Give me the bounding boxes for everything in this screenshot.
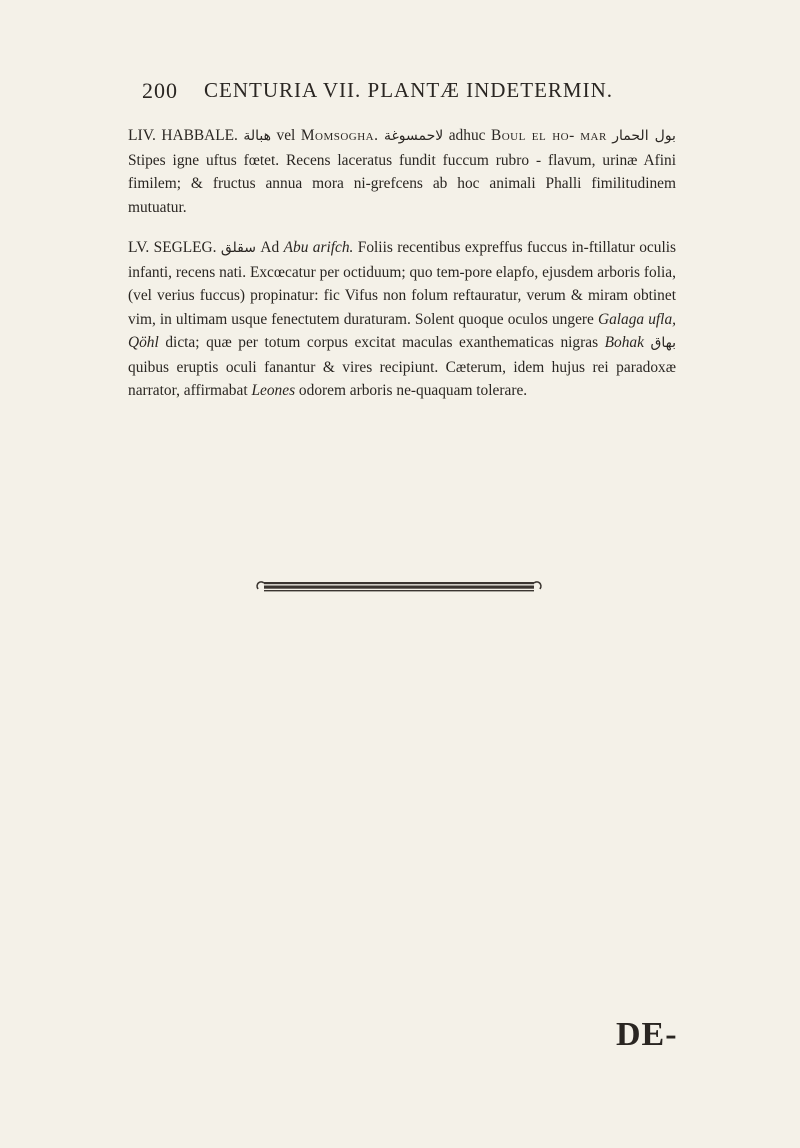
page-number: 200 <box>142 78 178 103</box>
alternate-name: Momsogha. <box>300 127 379 144</box>
entry-liv <box>128 124 676 219</box>
catchword: DE- <box>616 1016 678 1053</box>
arabic-alternate-name: لاحمسوغة <box>383 128 444 144</box>
text-fragment: Ad <box>260 239 280 256</box>
italic-term: Leones <box>251 382 296 399</box>
entry-body: odorem arboris ne-quaquam tolerare. <box>298 382 528 399</box>
entry-body: quibus eruptis oculi fanantur & vires recipiunt. Cæterum, idem hujus rei paradoxæ narrator, affirmabat <box>128 358 676 399</box>
italic-term: Qöhl <box>128 334 159 351</box>
arabic-term: بهاق <box>650 335 676 351</box>
plant-name: SEGLEG. <box>153 239 217 256</box>
arabic-name: سقلق <box>220 240 256 256</box>
entry-number: LIV. <box>128 127 156 144</box>
arabic-name: هبالة <box>243 128 272 144</box>
text-fragment: adhuc <box>448 127 486 144</box>
entry-lv <box>128 236 676 403</box>
ornamental-rule <box>254 579 544 593</box>
entry-body: Stipes igne uftus fœtet. Recens laceratus fundit fuccum rubro - flavum, urinæ Afini fimilem; & fructus annua mora ni-grefcens ab hoc animali Phalli fimilitudinem mutuatur. <box>128 151 676 216</box>
alternate-name-2: Boul el ho- <box>490 127 575 144</box>
text-fragment: vel <box>276 127 296 144</box>
entry-number: LV. <box>128 239 150 256</box>
running-title: CENTURIA VII. PLANTÆ INDETERMIN. <box>204 78 614 102</box>
entry-body: Foliis recentibus expreffus fuccus in-ftillatur oculis infanti, recens nati. Excœcatur per octiduum; quo tem-pore elapfo, ejusdem arboris folia, (vel verius fuccus) propinatur: fic Vifus non folum reftauratur, verum & miram obtinet vim, in ultimam usque fenectutem duraturam. Solent quoque oculos ungere <box>128 239 676 328</box>
running-head <box>142 78 662 104</box>
place-name: Abu arifch. <box>283 239 354 256</box>
plant-name: HABBALE. <box>161 127 238 144</box>
alternate-name-3: mar <box>580 127 607 144</box>
italic-term: Galaga ufla, <box>597 310 676 328</box>
italic-term: Bohak <box>604 334 644 351</box>
entry-body: dicta; quæ per totum corpus excitat maculas exanthematicas nigras <box>165 334 599 351</box>
arabic-alternate-name-2: بول الحمار <box>612 128 676 144</box>
